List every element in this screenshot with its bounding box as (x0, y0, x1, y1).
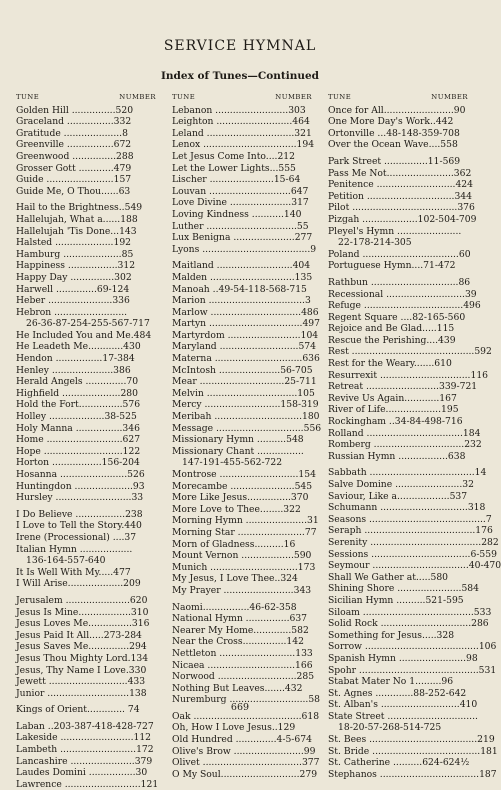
index-entry: 26-36-87-254-255-567-717 (26, 318, 150, 330)
index-entry: Jesus Paid It All.....273-284 (16, 629, 142, 641)
index-entry: Mear .............................25-711 (172, 376, 317, 388)
page-title: SERVICE HYMNAL (163, 38, 317, 54)
index-entry: Seasons ........................................7 (328, 513, 492, 525)
index-entry: Poland .................................60 (328, 248, 471, 260)
index-entry: My Prayer ........................343 (172, 584, 312, 596)
index-entry: Missionary Hymn ..........548 (172, 434, 304, 446)
index-column-2 (172, 92, 322, 790)
index-entry: Heber ......................336 (16, 295, 130, 307)
index-entry: Hamburg ....................85 (16, 248, 134, 260)
index-entry: Jesus, Thy Name I Love.330 (16, 664, 147, 676)
index-entry: I Will Arise...................209 (16, 578, 141, 590)
index-entry: Laban ..203-387-418-428-727 (16, 720, 154, 732)
index-entry: Retreat .........................339-721 (328, 381, 478, 393)
index-entry: National Hymn ...............637 (172, 613, 308, 625)
index-entry: Holy Manna ................346 (16, 422, 140, 434)
index-entry: Manoah ..49-54-118-568-715 (172, 283, 307, 295)
index-entry: Pass Me Not.......................362 (328, 167, 472, 179)
index-entry: Refuge ..................................496 (328, 300, 481, 312)
index-entry: Happiness .................312 (16, 260, 136, 272)
index-entry: Happy Day ...............302 (16, 271, 132, 283)
index-entry: Serenity ......................................282 (328, 536, 499, 548)
index-entry: Golden Hill ...............520 (16, 104, 134, 116)
index-entry: One More Day's Work..442 (328, 116, 454, 128)
index-entry: Greenwood ...............288 (16, 150, 134, 162)
index-entry: Old Hundred ..............4-5-674 (172, 734, 312, 746)
index-entry: Siloam ......................................533 (328, 606, 492, 618)
index-entry: Horton .................156-204 (16, 457, 140, 469)
index-entry: Hold the Fort...............576 (16, 399, 141, 411)
index-entry: Guide Me, O Thou......63 (16, 185, 131, 197)
column-header (16, 92, 156, 104)
index-entry: Martyrdom .........................104 (172, 329, 319, 341)
index-entry: Holley ...................38-525 (16, 411, 137, 423)
index-entry: Message ..............................556 (172, 422, 322, 434)
index-entry: More Like Jesus...............370 (172, 492, 309, 504)
index-entry: Revive Us Again............167 (328, 392, 457, 404)
index-entry: Nettleton ..........................133 (172, 647, 313, 659)
index-entry: Lyons .....................................9 (172, 243, 317, 255)
index-entry: 22-178-214-305 (338, 237, 412, 249)
column-header-tune: TUNE (328, 93, 352, 101)
index-entry: Montrose ...........................154 (172, 469, 316, 480)
index-entry: Sorrow .......................................106 (328, 641, 497, 653)
index-entry: Huntingdon ....................93 (16, 480, 145, 492)
index-entry: He Leadeth Me............430 (16, 341, 141, 353)
index-entry: More Love to Thee........322 (172, 503, 301, 515)
index-entry: Halsted ....................192 (16, 237, 132, 249)
index-entry: Let Jesus Come Into....212 (172, 150, 295, 162)
index-entry: Maitland ..........................404 (172, 260, 311, 272)
index-entry: Olivet ..................................377 (172, 757, 320, 769)
index-entry: Leighton ..........................464 (172, 116, 310, 128)
index-entry: Herald Angels ..............70 (16, 376, 139, 388)
index-entry: Henley .....................386 (16, 364, 131, 376)
index-entry: Melvin ...............................105 (172, 387, 315, 399)
index-column-1 (16, 92, 159, 790)
index-entry: Shall We Gather at.....580 (328, 571, 449, 583)
column-header-tune: TUNE (172, 93, 196, 101)
index-entry: McIntosh .....................56-705 (172, 364, 313, 376)
index-entry: State Street ............................... (328, 710, 478, 722)
index-entry: Portuguese Hymn....71-472 (328, 260, 456, 272)
index-entry: Hallelujah, What a......188 (16, 213, 138, 225)
index-entry: Guide .......................157 (16, 174, 132, 186)
index-column-3 (328, 92, 501, 790)
column-header-number: NUMBER (431, 93, 468, 101)
index-entry: 147-191-455-562-722 (182, 457, 283, 469)
index-entry: St. Bride .....................................181 (328, 745, 498, 757)
index-entry: Lux Benigna .....................277 (172, 232, 313, 244)
index-entry: Jesus Thou Mighty Lord.134 (16, 652, 149, 664)
index-entry: Over the Ocean Wave....558 (328, 139, 458, 151)
index-entry: Graceland ................332 (16, 116, 132, 128)
entry-list (328, 104, 501, 781)
index-entry: Morecambe ......................545 (172, 480, 313, 492)
index-entry: Something for Jesus.....328 (328, 629, 455, 641)
index-entry: Near the Cross...............142 (172, 636, 304, 648)
index-entry: Nicaea ..............................166 (172, 659, 313, 671)
index-entry: Jesus Loves Me...............316 (16, 618, 150, 630)
index-entry: Mercy ..........................158-319 (172, 399, 319, 411)
index-entry: Loving Kindness ...........140 (172, 208, 302, 220)
index-entry: Jesus Saves Me..............294 (16, 641, 147, 653)
index-entry: Materna ..............................636 (172, 353, 320, 365)
index-entry: Home ..........................627 (16, 434, 141, 446)
index-entry: Once for All........................90 (328, 104, 466, 116)
index-entry: Nearer My Home.............582 (172, 624, 309, 636)
index-entry: St. Agnes .............88-252-642 (328, 687, 467, 699)
index-entry: St. Bees .....................................219 (328, 734, 495, 746)
index-entry: Nuremburg ...........................58 (172, 694, 321, 706)
index-entry: Louvan ............................647 (172, 185, 309, 197)
index-entry: O My Soul...........................279 (172, 768, 318, 780)
index-entry: Highfield ....................280 (16, 387, 138, 399)
index-entry: Martyn ................................497 (172, 318, 320, 330)
index-entry: Hallelujah 'Tis Done...143 (16, 225, 137, 237)
index-entry: Spanish Hymn .......................98 (328, 652, 478, 664)
index-entry: Recessional ...........................39 (328, 288, 477, 300)
index-entry: Grosser Gott ............479 (16, 162, 132, 174)
index-entry: Lenox ................................194 (172, 139, 315, 151)
index-entry: Gratitude ....................8 (16, 127, 128, 139)
index-entry: Junior ............................138 (16, 687, 147, 699)
index-entry: 18-20-57-268-514-725 (338, 722, 442, 734)
column-header-number: NUMBER (119, 93, 156, 101)
index-entry: Schumann ..............................318 (328, 502, 486, 514)
index-entry: Morn of Gladness..........16 (172, 538, 296, 550)
index-entry: Hendon ................17-384 (16, 353, 135, 365)
index-entry: Salve Domine .......................32 (328, 479, 474, 490)
index-entry: Spohr .........................................531 (328, 664, 497, 676)
index-entry: Let the Lower Lights...555 (172, 162, 296, 174)
index-entry: Lawrence ..........................121 (16, 778, 159, 790)
index-entry: I Do Believe .................238 (16, 508, 143, 520)
index-entry: It Is Well With My.....477 (16, 566, 131, 578)
index-entry: Kings of Orient............. 74 (16, 704, 140, 716)
index-entry: Resurrexit ...............................116 (328, 369, 489, 381)
index-entry: Oh, How I Love Jesus..129 (172, 722, 296, 734)
index-entry: My Jesus, I Love Thee..324 (172, 573, 298, 585)
index-entry: St. Catherine ..........624-624½ (328, 757, 470, 769)
index-entry: Naomi................46-62-358 (172, 601, 297, 613)
index-entry: Hope ...........................122 (16, 445, 141, 457)
index-entry: Luther ...............................55 (172, 220, 309, 232)
index-entry: Norwood ...........................285 (172, 671, 315, 683)
index-entry: Sessions ..................................6-559 (328, 548, 497, 560)
column-header-tune: TUNE (16, 93, 40, 101)
index-entry: Penitence ...........................424 (328, 179, 473, 191)
index-entry: Oak .....................................618 (172, 710, 320, 722)
index-columns (16, 92, 501, 790)
index-entry: He Included You and Me.484 (16, 329, 152, 341)
index-entry: Hosanna .......................526 (16, 469, 145, 480)
index-entry: Hursley ..........................33 (16, 492, 144, 504)
index-entry: Lebanon .........................303 (172, 104, 306, 116)
index-entry: Mount Vernon ..................590 (172, 550, 312, 562)
index-entry: Seraph ......................................176 (328, 525, 493, 537)
index-entry: Marion .................................3 (172, 295, 311, 307)
index-entry: Lischer ......................15-64 (172, 174, 301, 186)
index-entry: 136-164-557-640 (26, 555, 106, 567)
index-entry: Stephanos ..................................187 (328, 768, 497, 780)
index-entry: Maryland ...........................574 (172, 341, 316, 353)
index-entry: Jerusalem ......................620 (16, 594, 148, 606)
index-entry: Hail to the Brightness..549 (16, 202, 143, 214)
index-entry: Rest ..........................................592 (328, 346, 492, 358)
index-entry: Nothing But Leaves.......432 (172, 682, 303, 694)
index-entry: Munich ..............................173 (172, 561, 316, 573)
index-entry: I Love to Tell the Story.440 (16, 520, 142, 532)
index-entry: Jesus Is Mine..................310 (16, 606, 149, 618)
index-entry: Lambeth ..........................172 (16, 744, 154, 756)
index-entry: Hebron ......................... (16, 306, 128, 318)
index-entry: Regent Square ....82-165-560 (328, 311, 466, 323)
index-entry: Rescue the Perishing....439 (328, 334, 456, 346)
index-entry: Romberg ...............................232 (328, 439, 482, 451)
index-entry: Stabat Mater No 1.........96 (328, 676, 454, 688)
index-entry: Morning Hymn .....................31 (172, 515, 319, 527)
index-entry: Rolland .................................184 (328, 427, 481, 439)
column-header (172, 92, 312, 104)
index-entry: Rejoice and Be Glad.....115 (328, 323, 455, 335)
index-entry: Olive's Brow ........................99 (172, 745, 316, 757)
index-entry: Malden .............................135 (172, 271, 313, 283)
page-number: 669 (230, 702, 250, 713)
index-entry: Pleyel's Hymn ...................... (328, 225, 462, 237)
index-entry: Leland ..............................321 (172, 127, 312, 139)
index-entry: Rathbun ..............................86 (328, 276, 471, 288)
index-entry: Ortonville ...48-148-359-708 (328, 127, 460, 139)
index-entry: Russian Hymn .................638 (328, 450, 466, 462)
index-entry: Shining Shore ......................584 (328, 583, 480, 595)
index-entry: River of Life...................195 (328, 404, 459, 416)
index-entry: Meribah ..............................180 (172, 411, 320, 423)
column-header (328, 92, 468, 104)
section-title: Index of Tunes—Continued (161, 70, 319, 82)
index-entry: St. Alban's ...........................410 (328, 699, 478, 711)
index-entry: Rockingham ..34-84-498-716 (328, 416, 463, 428)
index-entry: Love Divine .....................317 (172, 197, 309, 209)
index-entry: Pizgah ...................102-504-709 (328, 213, 477, 225)
entry-list (16, 104, 159, 790)
index-entry: Lancashire ......................379 (16, 755, 153, 767)
index-entry: Pilot ....................................376 (328, 202, 475, 214)
index-entry: Saviour, Like a..................537 (328, 490, 468, 502)
index-entry: Missionary Chant ................ (172, 445, 304, 457)
index-entry: Solid Rock ...............................286 (328, 618, 489, 630)
column-header-number: NUMBER (275, 93, 312, 101)
index-entry: Park Street ...............11-569 (328, 155, 461, 167)
index-entry: Jewett ...........................433 (16, 676, 146, 688)
index-entry: Marlow ...............................486 (172, 306, 319, 318)
entry-list (172, 104, 322, 781)
index-entry: Irene (Processional) ....37 (16, 531, 137, 543)
index-entry: Seymour .................................40-470 (328, 560, 501, 572)
index-entry: Laudes Domini ................30 (16, 767, 148, 779)
index-entry: Greenville ................672 (16, 139, 132, 151)
index-entry: Sicilian Hymn ..........521-595 (328, 594, 464, 606)
index-entry: Sabbath ....................................14 (328, 467, 487, 479)
index-entry: Rest for the Weary.......610 (328, 358, 452, 370)
index-entry: Harwell ..............69-124 (16, 283, 130, 295)
index-entry: Petition ..............................344 (328, 190, 472, 202)
index-entry: Italian Hymn .................. (16, 543, 133, 555)
index-entry: Lakeside .........................112 (16, 732, 152, 744)
index-entry: Morning Star .......................77 (172, 526, 317, 538)
